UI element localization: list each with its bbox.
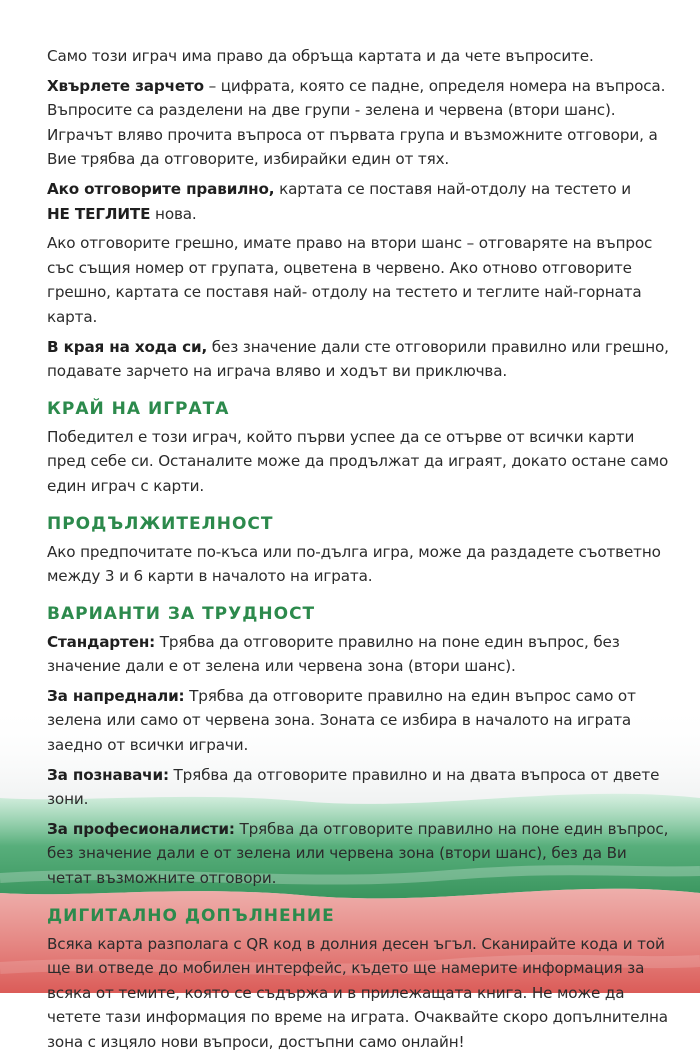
endturn-bold: В края на хода си,	[47, 337, 208, 356]
difficulty-text: Трябва да отговорите правилно на един въпрос само от зелена или само от червена зона. Зоната се избира в началото на играта заедно от всички играчи.	[47, 686, 636, 755]
difficulty-text: Трябва да отговорите правилно и на двата въпроса от двете зони.	[47, 765, 660, 809]
endturn-text: без значение дали сте отговорили правилно или грешно, подавате зарчето на играча вляво и ходът ви приключва.	[47, 337, 669, 381]
digital-heading: ДИГИТАЛНО ДОПЪЛНЕНИЕ	[47, 905, 335, 926]
difficulty-label: Стандартен:	[47, 632, 156, 651]
difficulty-item-advanced	[47, 684, 670, 758]
correct-bold-1: Ако отговорите правилно,	[47, 179, 275, 198]
difficulty-item-professional	[47, 817, 670, 891]
difficulty-item-connoisseur	[47, 763, 670, 812]
end-game-heading: КРАЙ НА ИГРАТА	[47, 398, 230, 419]
intro-paragraph: Само този играч има право да обръща картата и да чете въпросите.	[47, 47, 594, 65]
difficulty-text: Трябва да отговорите правилно на поне един въпрос, без значение дали е от зелена или червена зона (втори шанс).	[47, 632, 620, 676]
correct-bold-2: НЕ ТЕГЛИТЕ	[47, 204, 151, 223]
difficulty-label: За познавачи:	[47, 765, 169, 784]
duration-paragraph: Ако предпочитате по-къса или по-дълга игра, може да раздадете съответно между 3 и 6 карти в началото на играта.	[47, 542, 661, 586]
difficulty-label: За напреднали:	[47, 686, 185, 705]
wrong-paragraph: Ако отговорите грешно, имате право на втори шанс – отговаряте на въпрос със същия номер от групата, оцветена в червено. Ако отново отговорите грешно, картата се поставя най- отдолу на тестето и теглите най-горната карта.	[47, 234, 653, 326]
difficulty-item-standard	[47, 630, 670, 679]
correct-text-2: нова.	[150, 204, 197, 223]
duration-heading: ПРОДЪЛЖИТЕЛНОСТ	[47, 513, 274, 534]
throw-paragraph	[47, 74, 670, 172]
difficulty-text: Трябва да отговорите правилно на поне един въпрос, без значение дали е от зелена или червена зона (втори шанс), без да Ви четат възможните отговори.	[47, 819, 669, 888]
difficulty-heading: ВАРИАНТИ ЗА ТРУДНОСТ	[47, 603, 316, 624]
correct-text-1: картата се поставя най-отдолу на тестето и	[274, 179, 631, 198]
difficulty-label: За професионалисти:	[47, 819, 235, 838]
endturn-paragraph	[47, 335, 670, 384]
correct-paragraph	[47, 177, 670, 226]
throw-bold: Хвърлете зарчето	[47, 76, 204, 95]
end-game-paragraph: Победител е този играч, който първи успее да се отърве от всички карти пред себе си. Останалите може да продължат да играят, докато остане само един играч с карти.	[47, 427, 669, 495]
digital-paragraph: Всяка карта разполага с QR код в долния десен ъгъл. Сканирайте кода и той ще ви отведе до мобилен интерфейс, където ще намерите информация за всяка от темите, която се съдържа и в прилежащата книга. Не може да четете тази информация по време на играта. Очаквайте скоро допълнителна зона с изцяло нови въпроси, достъпни само онлайн!	[47, 934, 668, 1051]
throw-text: – цифрата, която се падне, определя номера на въпроса. Въпросите са разделени на две групи - зелена и червена (втори шанс). Играчът вляво прочита въпроса от първата група и възможните отговори, а Вие трябва да отговорите, избирайки един от тях.	[47, 76, 666, 169]
